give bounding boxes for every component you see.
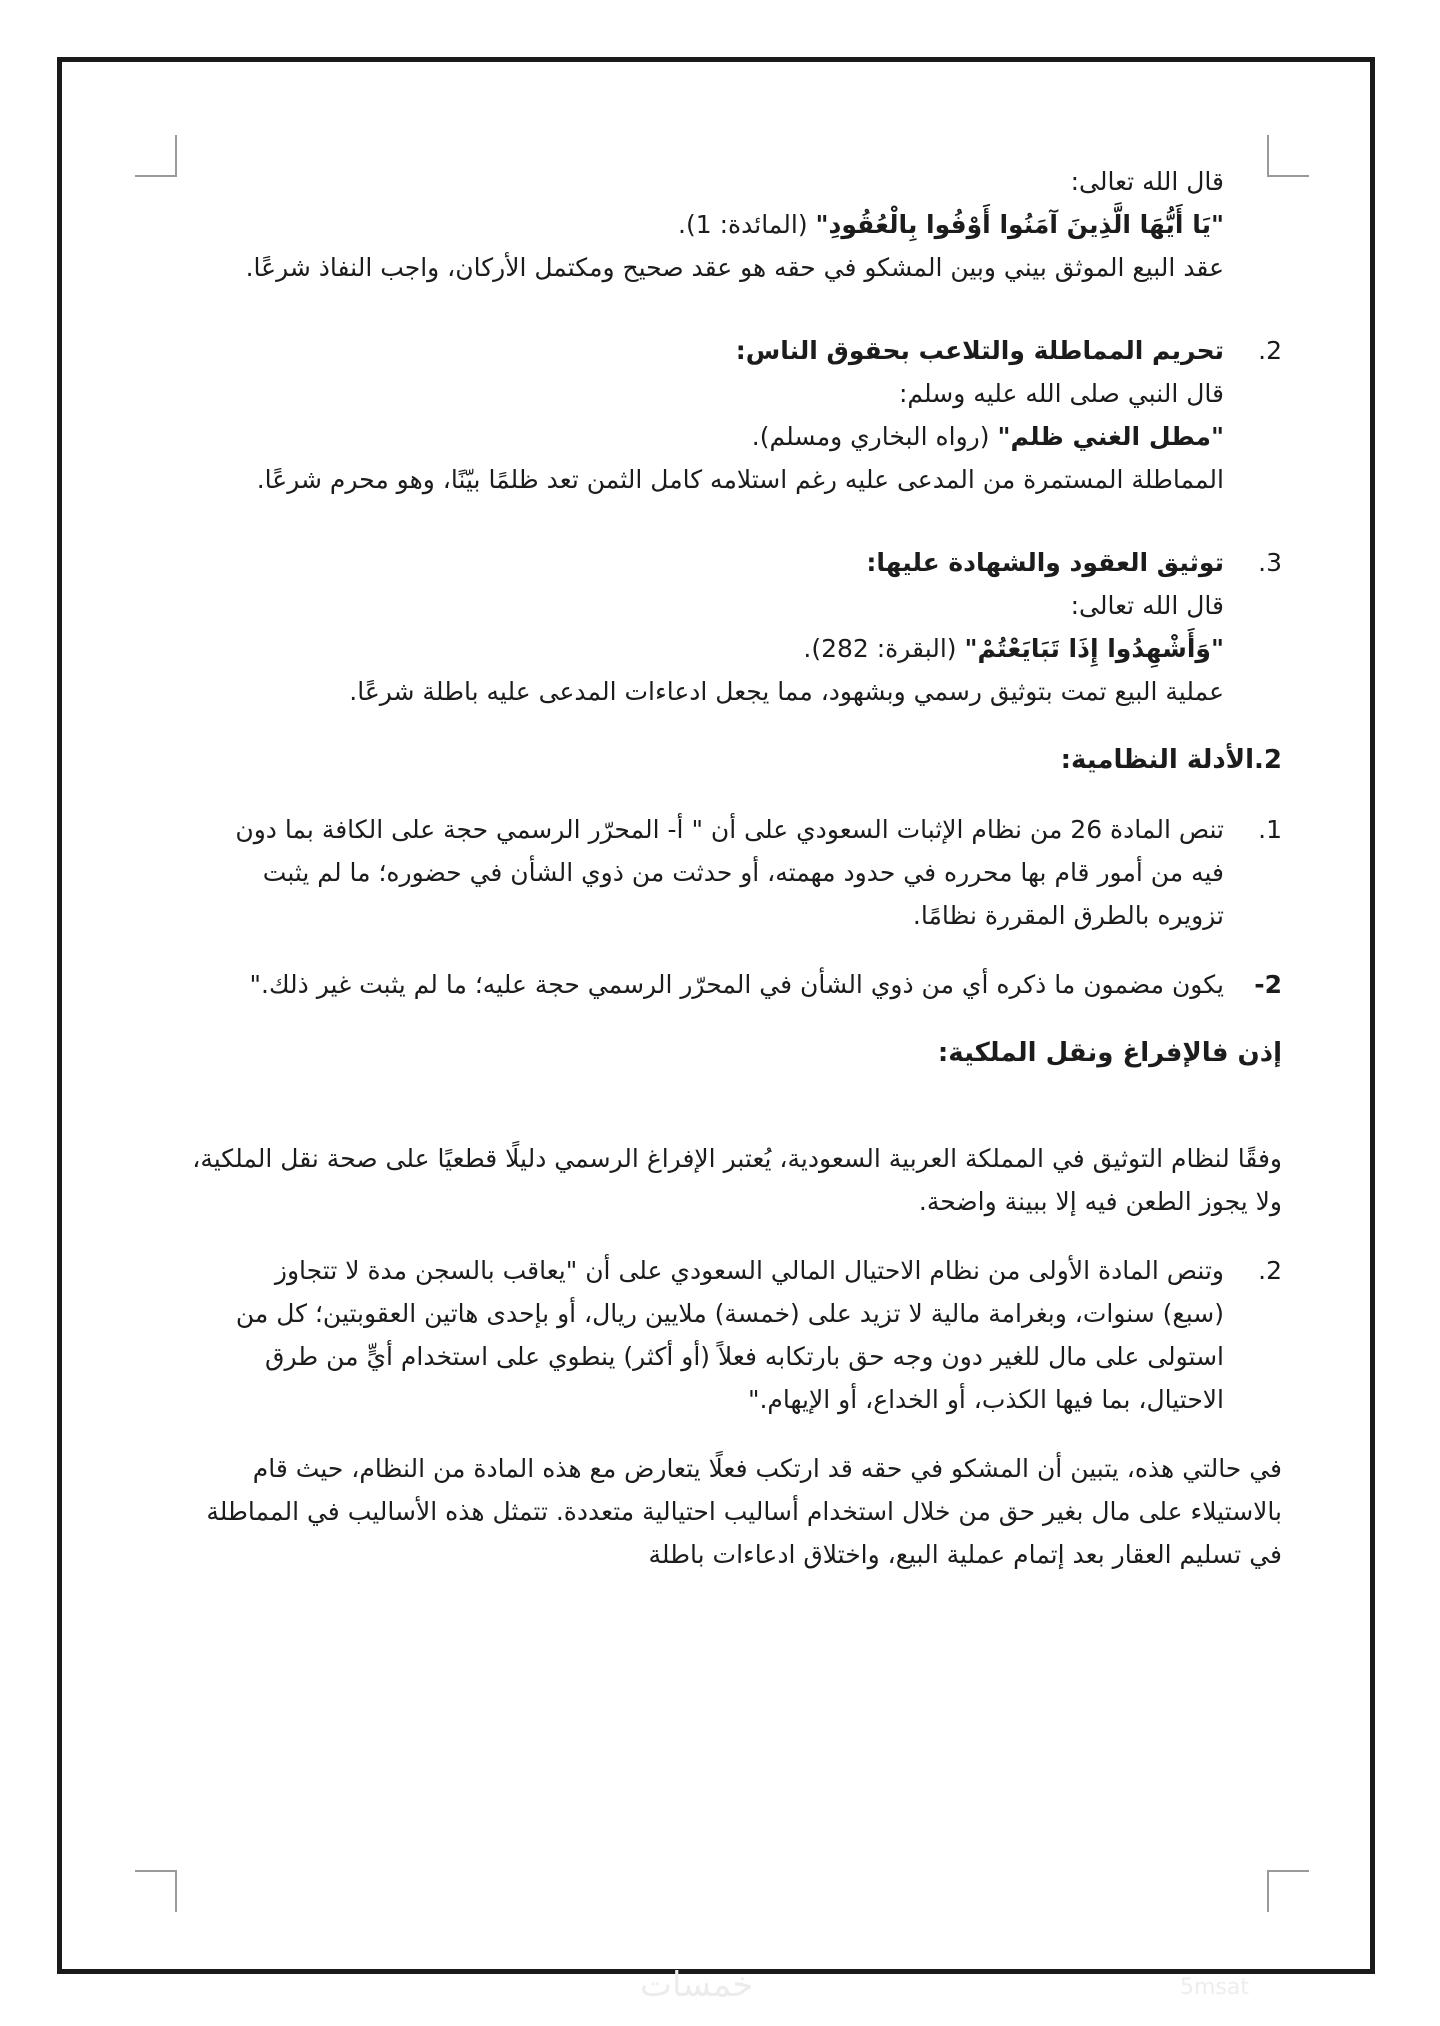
- ownership-transfer-text: وفقًا لنظام التوثيق في المملكة العربية السعودية، يُعتبر الإفراغ الرسمي دليلًا قطعيًا على صحة نقل الملكية، ولا يجوز الطعن فيه إلا ببينة واضحة.: [192, 1144, 1282, 1216]
- evidence-item-3: [172, 541, 1282, 713]
- item-explanation: المماطلة المستمرة من المدعى عليه رغم استلامه كامل الثمن تعد ظلمًا بيّنًا، وهو محرم شرعًا.: [256, 465, 1224, 494]
- closing-paragraph: في حالتي هذه، يتبين أن المشكو في حقه قد ارتكب فعلًا يتعارض مع هذه المادة من النظام، حيث قام بالاستيلاء على مال بغير حق من خلال استخدام أساليب احتيالية متعددة. تتمثل هذه الأساليب في المماطلة في تسليم العقار بعد إتمام عملية البيع، واختلاق ادعاءات باطلة: [206, 1454, 1282, 1569]
- verse-explanation: عقد البيع الموثق بيني وبين المشكو في حقه هو عقد صحيح ومكتمل الأركان، واجب النفاذ شرعًا.: [245, 253, 1224, 282]
- hadith-text: "مطل الغني ظلم": [997, 422, 1224, 451]
- point-number: 1.: [1258, 815, 1282, 844]
- hadith-line: [172, 415, 1224, 458]
- point-text: يكون مضمون ما ذكره أي من ذوي الشأن في المحرّر الرسمي حجة عليه؛ ما لم يثبت غير ذلك.": [249, 970, 1224, 999]
- crop-mark-top-left: [135, 135, 177, 177]
- verse-line: [172, 203, 1224, 246]
- verse-line: [172, 627, 1224, 670]
- section1-tail: [172, 160, 1282, 289]
- ownership-transfer-heading: إذن فالإفراغ ونقل الملكية:: [937, 1038, 1282, 1068]
- watermark-text: خمسات: [640, 1965, 754, 2005]
- item-number: 2.: [1258, 1256, 1282, 1285]
- regulatory-evidence-heading: 2.الأدلة النظامية:: [1060, 745, 1282, 775]
- evidence-item-2: [172, 329, 1282, 501]
- crop-mark-bottom-right: [1267, 1870, 1309, 1912]
- regulation-point-2: [172, 963, 1282, 1006]
- verse-reference: (البقرة: 282).: [803, 634, 957, 663]
- document-page: [172, 160, 1282, 1860]
- crop-mark-bottom-left: [135, 1870, 177, 1912]
- item-title: تحريم المماطلة والتلاعب بحقوق الناس:: [735, 336, 1224, 365]
- watermark-logo-text: 5msat: [1180, 1975, 1249, 2000]
- item-number: 3.: [1258, 548, 1282, 577]
- hadith-reference: (رواه البخاري ومسلم).: [751, 422, 990, 451]
- hadith-intro: قال النبي صلى الله عليه وسلم:: [898, 379, 1224, 408]
- item-number: 2.: [1258, 336, 1282, 365]
- verse-text: "يَا أَيُّهَا الَّذِينَ آمَنُوا أَوْفُوا بِالْعُقُودِ": [815, 210, 1224, 239]
- item-explanation: عملية البيع تمت بتوثيق رسمي وبشهود، مما يجعل ادعاءات المدعى عليه باطلة شرعًا.: [349, 677, 1224, 706]
- item-title: توثيق العقود والشهادة عليها:: [866, 548, 1224, 577]
- point-number: 2-: [1254, 970, 1282, 999]
- point-text: تنص المادة 26 من نظام الإثبات السعودي على أن " أ- المحرّر الرسمي حجة على الكافة بما دون فيه من أمور قام بها محرره في حدود مهمته، أو حدثت من ذوي الشأن في حضوره؛ ما لم يثبت تزويره بالطرق المقررة نظامًا.: [235, 815, 1224, 930]
- verse-reference: (المائدة: 1).: [678, 210, 808, 239]
- fraud-law-text: وتنص المادة الأولى من نظام الاحتيال المالي السعودي على أن "يعاقب بالسجن مدة لا تتجاوز (سبع) سنوات، وبغرامة مالية لا تزيد على (خمسة) ملايين ريال، أو بإحدى هاتين العقوبتين؛ كل من استولى على مال للغير دون وجه حق بارتكابه فعلاً (أو أكثر) ينطوي على استخدام أيٍّ من طرق الاحتيال، بما فيها الكذب، أو الخداع، أو الإيهام.": [235, 1256, 1224, 1414]
- verse-intro: قال الله تعالى:: [1070, 591, 1224, 620]
- fraud-law-item: [172, 1249, 1282, 1421]
- verse-text: "وَأَشْهِدُوا إِذَا تَبَايَعْتُمْ": [964, 634, 1224, 663]
- verse-intro: قال الله تعالى:: [1070, 167, 1224, 196]
- regulation-point-1: [172, 808, 1282, 937]
